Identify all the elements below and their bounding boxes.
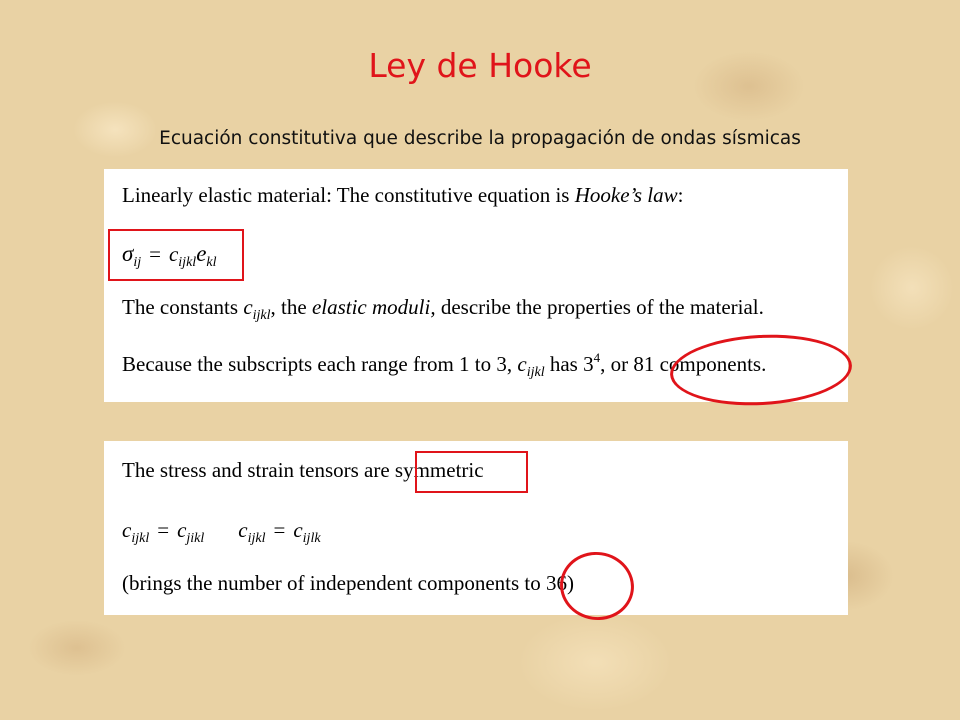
- sigma-subscript: ij: [133, 255, 142, 270]
- equals-sign: =: [149, 242, 161, 266]
- sym-eq-c-subscript: ijkl: [247, 531, 266, 546]
- sym-eq-c-symbol: c: [238, 518, 248, 542]
- symmetric-highlight-box: [415, 451, 528, 493]
- constants-c-symbol: c: [243, 295, 253, 319]
- sym-eq-equals-2: =: [273, 518, 286, 542]
- constants-mid-text: , the: [270, 295, 312, 319]
- slide-title: Ley de Hooke: [368, 46, 592, 85]
- sym-eq-d-symbol: c: [293, 518, 303, 542]
- subscripts-mid-text: has 3: [544, 352, 594, 376]
- symmetric-text: The stress and strain tensors are: [122, 458, 395, 482]
- power-exponent: 4: [593, 350, 601, 365]
- constants-post-text: describe the properties of the material.: [435, 295, 764, 319]
- constants-c-subscript: ijkl: [252, 308, 271, 323]
- subscripts-text: Because the subscripts each range from 1 to 3,: [122, 352, 518, 376]
- sym-eq-a-symbol: c: [122, 518, 132, 542]
- sym-eq-a-subscript: ijkl: [131, 531, 150, 546]
- constants-line: [122, 295, 764, 324]
- hookes-law-term: Hooke’s law: [574, 183, 678, 207]
- subscripts-c-subscript: ijkl: [526, 365, 545, 380]
- sym-eq-b-subscript: jikl: [186, 531, 205, 546]
- sym-eq-d-subscript: ijlk: [302, 531, 321, 546]
- intro-text: Linearly elastic material: The constitutive equation is: [122, 183, 575, 207]
- elastic-moduli-term: elastic moduli,: [311, 295, 436, 319]
- sym-eq-b-symbol: c: [177, 518, 187, 542]
- equation-highlight-box: [108, 229, 244, 281]
- slide-subtitle: Ecuación constitutiva que describe la propagación de ondas sísmicas: [159, 128, 801, 149]
- intro-colon: :: [677, 183, 684, 207]
- c-symbol: c: [168, 242, 179, 266]
- e-symbol: e: [196, 241, 207, 266]
- e-subscript: kl: [206, 255, 217, 270]
- constants-text: The constants: [122, 295, 244, 319]
- intro-line: [122, 183, 683, 208]
- brings-line: (brings the number of independent components to 36): [122, 571, 574, 595]
- sigma-symbol: σ: [122, 241, 134, 266]
- sym-eq-equals-1: =: [157, 518, 170, 542]
- subscripts-c-symbol: c: [517, 352, 527, 376]
- symmetry-equations: [122, 518, 321, 547]
- subscripts-post-text: , or 81 components.: [600, 352, 767, 376]
- c-subscript: ijkl: [178, 255, 197, 270]
- symmetric-word: symmetric: [394, 458, 484, 482]
